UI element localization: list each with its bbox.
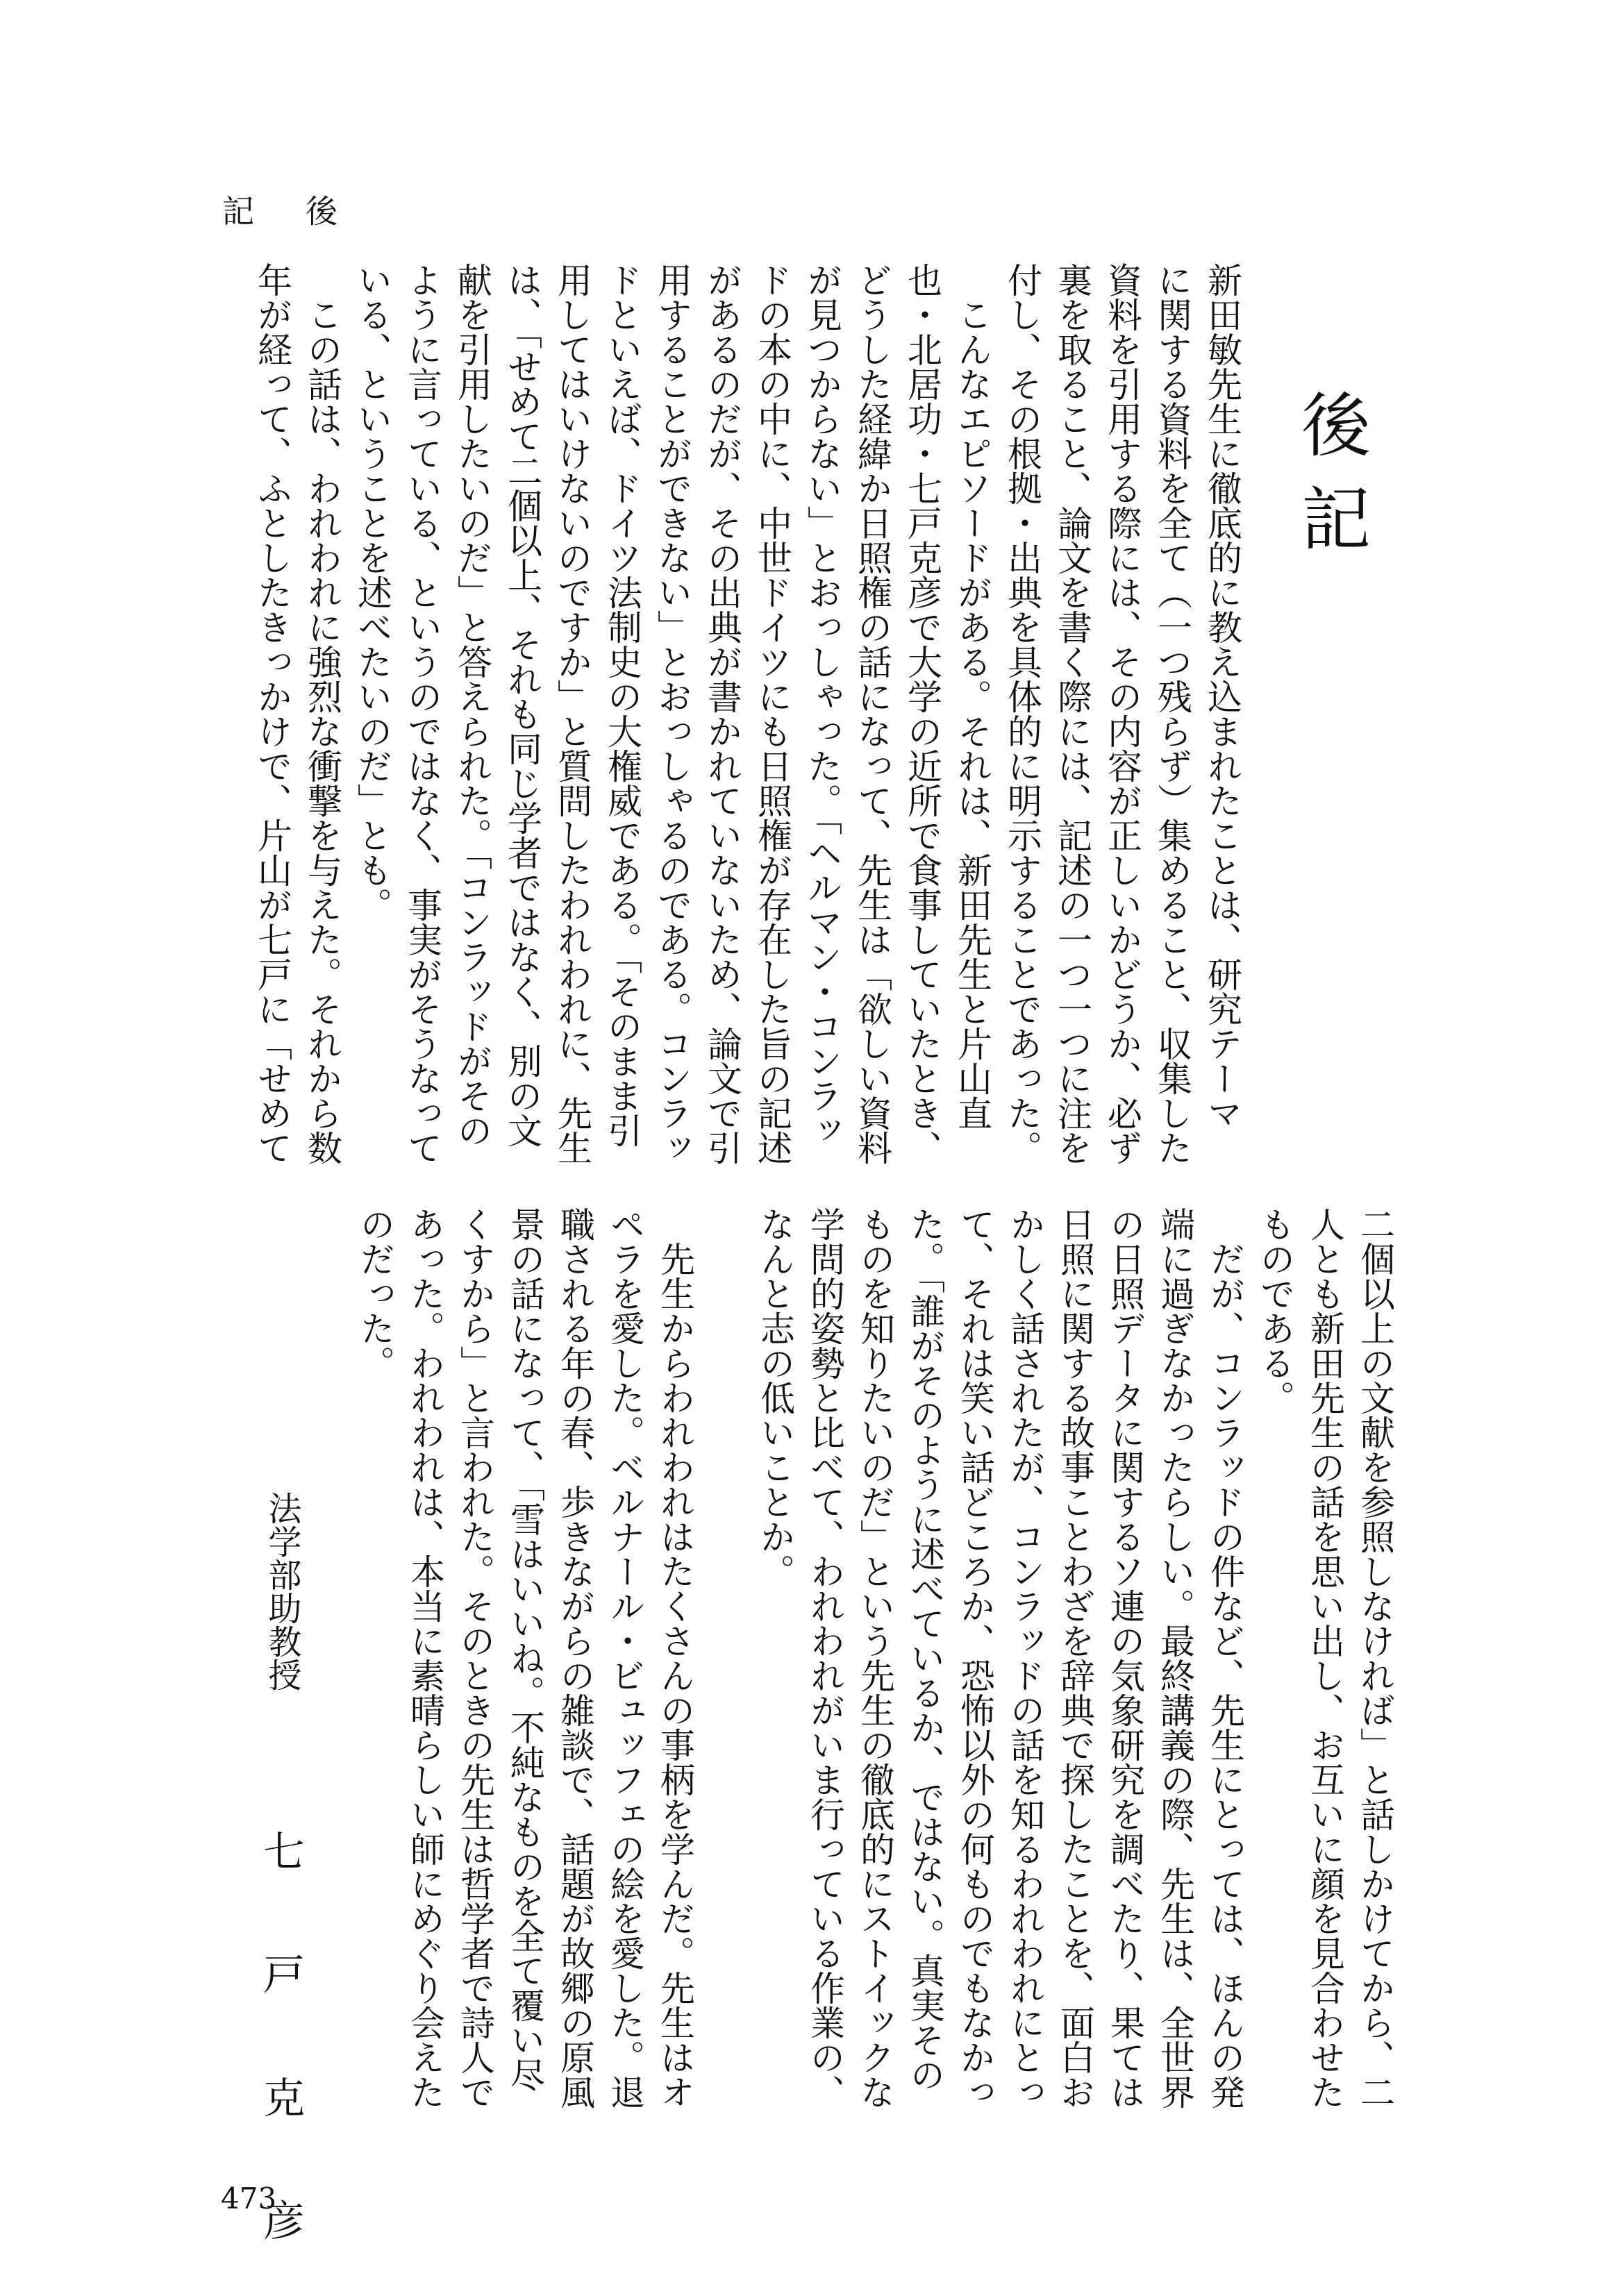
text-column: が見つからない」とおっしゃった。「ヘルマン・コンラッ bbox=[802, 262, 842, 1148]
text-column: ものを知りたいのだ」という先生の徹底的にストイックな bbox=[855, 1207, 895, 2109]
page-title-char: 後 bbox=[1290, 389, 1371, 458]
text-column: 用してはいけないのですか」と質問したわれわれに、先生 bbox=[552, 262, 592, 1165]
text-column: 職される年の春、歩きながらの雑談で、話題が故郷の原風 bbox=[555, 1207, 595, 2109]
text-column: ペラを愛した。ベルナール・ビュッフェの絵を愛した。退 bbox=[605, 1207, 645, 2109]
text-column: こんなエピソードがある。それは、新田先生と片山直 bbox=[952, 262, 992, 1130]
text-column: くすから」と言われた。そのときの先生は哲学者で詩人で bbox=[455, 1207, 495, 2109]
text-column: ドの本の中に、中世ドイツにも日照権が存在した旨の記述 bbox=[752, 262, 792, 1165]
text-column: ように言っている、というのではなく、事実がそうなって bbox=[402, 262, 442, 1165]
text-column: ドといえば、ドイツ法制史の大権威である。「そのまま引 bbox=[602, 262, 642, 1148]
text-column: があるのだが、その出典が書かれていないため、論文で引 bbox=[702, 262, 742, 1165]
text-column: なんと志の低いことか。 bbox=[755, 1207, 795, 1589]
text-column: 用することができない」とおっしゃるのである。コンラッ bbox=[652, 262, 692, 1165]
text-column: かしく話されたが、コンラッドの話を知るわれわれにとっ bbox=[1005, 1207, 1045, 2109]
text-column: 新田敏先生に徹底的に教え込まれたことは、研究テーマ bbox=[1202, 262, 1242, 1130]
text-column: 也・北居功・七戸克彦で大学の近所で食事していたとき、 bbox=[902, 262, 942, 1165]
text-column: 人とも新田先生の話を思い出し、お互いに顔を見合わせた bbox=[1305, 1207, 1345, 2109]
text-column: 先生からわれわれはたくさんの事柄を学んだ。先生はオ bbox=[655, 1207, 695, 2109]
author-name-char: 克 bbox=[256, 2076, 305, 2118]
text-column: だが、コンラッドの件など、先生にとっては、ほんの発 bbox=[1205, 1207, 1245, 2109]
text-column: 日照に関する故事ことわざを辞典で探したことを、面白お bbox=[1055, 1207, 1095, 2109]
text-column: 資料を引用する際には、その内容が正しいかどうか、必ず bbox=[1102, 262, 1142, 1165]
page-title-char: 記 bbox=[1290, 483, 1371, 552]
text-column: ものである。 bbox=[1255, 1207, 1295, 1415]
page-number: 473 bbox=[221, 2181, 277, 2215]
text-column: は、「せめて二個以上、それも同じ学者ではなく、別の文 bbox=[502, 262, 542, 1148]
running-head-char: 記 bbox=[217, 194, 255, 226]
text-column: 年が経って、ふとしたきっかけで、片山が七戸に「せめて bbox=[252, 262, 292, 1165]
text-column: 付し、その根拠・出典を具体的に明示することであった。 bbox=[1002, 262, 1042, 1165]
text-column: あった。われわれは、本当に素晴らしい師にめぐり会えた bbox=[405, 1207, 445, 2109]
text-column: た。「誰がそのように述べているか、ではない。真実その bbox=[905, 1207, 945, 2092]
author-affiliation: 法学部助教授 bbox=[262, 1491, 301, 1691]
text-column: に関する資料を全て（一つ残らず）集めること、収集した bbox=[1152, 262, 1192, 1165]
author-name-char: 彦 bbox=[256, 2199, 305, 2240]
running-head-char: 後 bbox=[301, 194, 338, 226]
text-column: 裏を取ること、論文を書く際には、記述の一つ一つに注を bbox=[1052, 262, 1092, 1165]
text-column: 景の話になって、「雪はいいね。不純なものを全て覆い尽 bbox=[505, 1207, 545, 2092]
text-column: 献を引用したいのだ」と答えられた。「コンラッドがその bbox=[452, 262, 492, 1148]
text-column: 学問的姿勢と比べて、われわれがいま行っている作業の、 bbox=[805, 1207, 845, 2109]
text-column: どうした経緯か日照権の話になって、先生は「欲しい資料 bbox=[852, 262, 892, 1165]
text-column: いる、ということを述べたいのだ」とも。 bbox=[352, 262, 392, 922]
text-column: この話は、われわれに強烈な衝撃を与えた。それから数 bbox=[302, 262, 342, 1165]
text-column: て、それは笑い話どころか、恐怖以外の何ものでもなかっ bbox=[955, 1207, 995, 2109]
text-column: のだった。 bbox=[355, 1207, 395, 1380]
author-name-char: 戸 bbox=[256, 1952, 305, 1994]
text-column: 端に過ぎなかったらしい。最終講義の際、先生は、全世界 bbox=[1155, 1207, 1195, 2109]
text-column: の日照データに関するソ連の気象研究を調べたり、果ては bbox=[1105, 1207, 1145, 2109]
author-name-char: 七 bbox=[256, 1829, 305, 1871]
text-column: 二個以上の文献を参照しなければ」と話しかけてから、二 bbox=[1355, 1207, 1395, 2109]
